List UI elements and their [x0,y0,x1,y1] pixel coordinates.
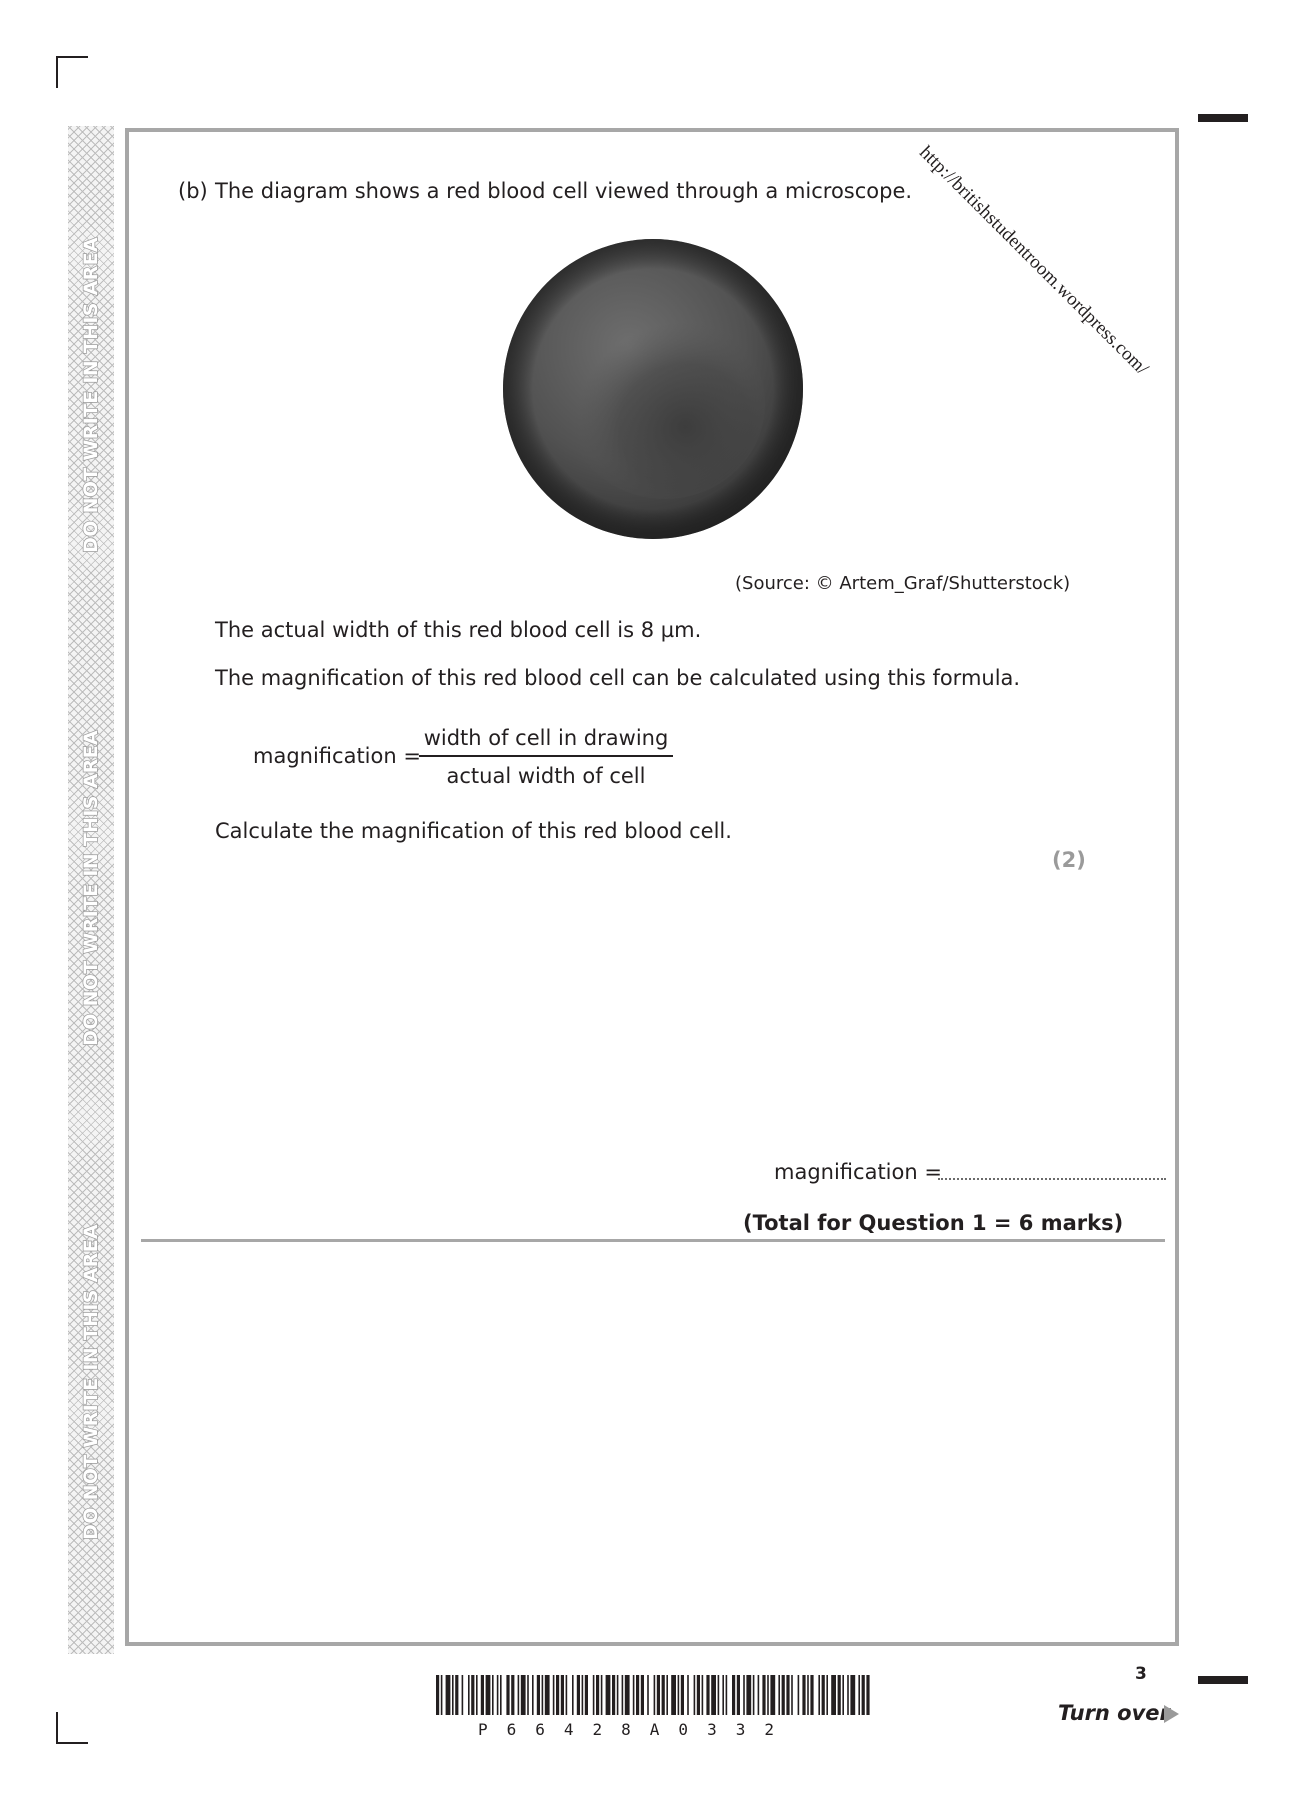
image-source: (Source: © Artem_Graf/Shutterstock) [735,573,1071,594]
barcode-digits: P66428A0332 [478,1720,793,1739]
page-number: 3 [1135,1664,1147,1684]
task-instruction: Calculate the magnification of this red blood cell. [215,819,732,843]
marks-allocation: (2) [1052,848,1086,872]
formula-intro: The magnification of this red blood cell can be calculated using this formula. [215,666,1021,690]
formula-fraction [419,728,673,787]
question-intro: The diagram shows a red blood cell viewed through a microscope. [215,179,913,203]
watermark-url: http://britishstudentroom.wordpress.com/ [915,142,1153,380]
question-total: (Total for Question 1 = 6 marks) [743,1211,1124,1235]
part-label: (b) [178,179,208,203]
section-divider [141,1239,1165,1242]
crop-mark-top-h [56,56,88,58]
crop-mark-bottom-v [56,1712,58,1744]
turn-over-arrow-icon [1164,1705,1179,1723]
barcode [436,1675,870,1715]
margin-tick-bottom [1198,1676,1248,1684]
answer-label: magnification = [774,1160,942,1184]
crop-mark-bottom-h [56,1742,88,1744]
formula-lhs: magnification = [253,744,421,768]
turn-over-label: Turn over [1058,1701,1170,1725]
margin-tick-top [1198,114,1248,122]
formula-numerator: width of cell in drawing [419,728,673,757]
actual-width-statement: The actual width of this red blood cell is 8 µm. [215,618,702,642]
crop-mark-top-v [56,56,58,88]
formula-denominator: actual width of cell [446,764,646,788]
answer-line[interactable] [938,1178,1166,1180]
red-blood-cell-image [500,236,806,542]
